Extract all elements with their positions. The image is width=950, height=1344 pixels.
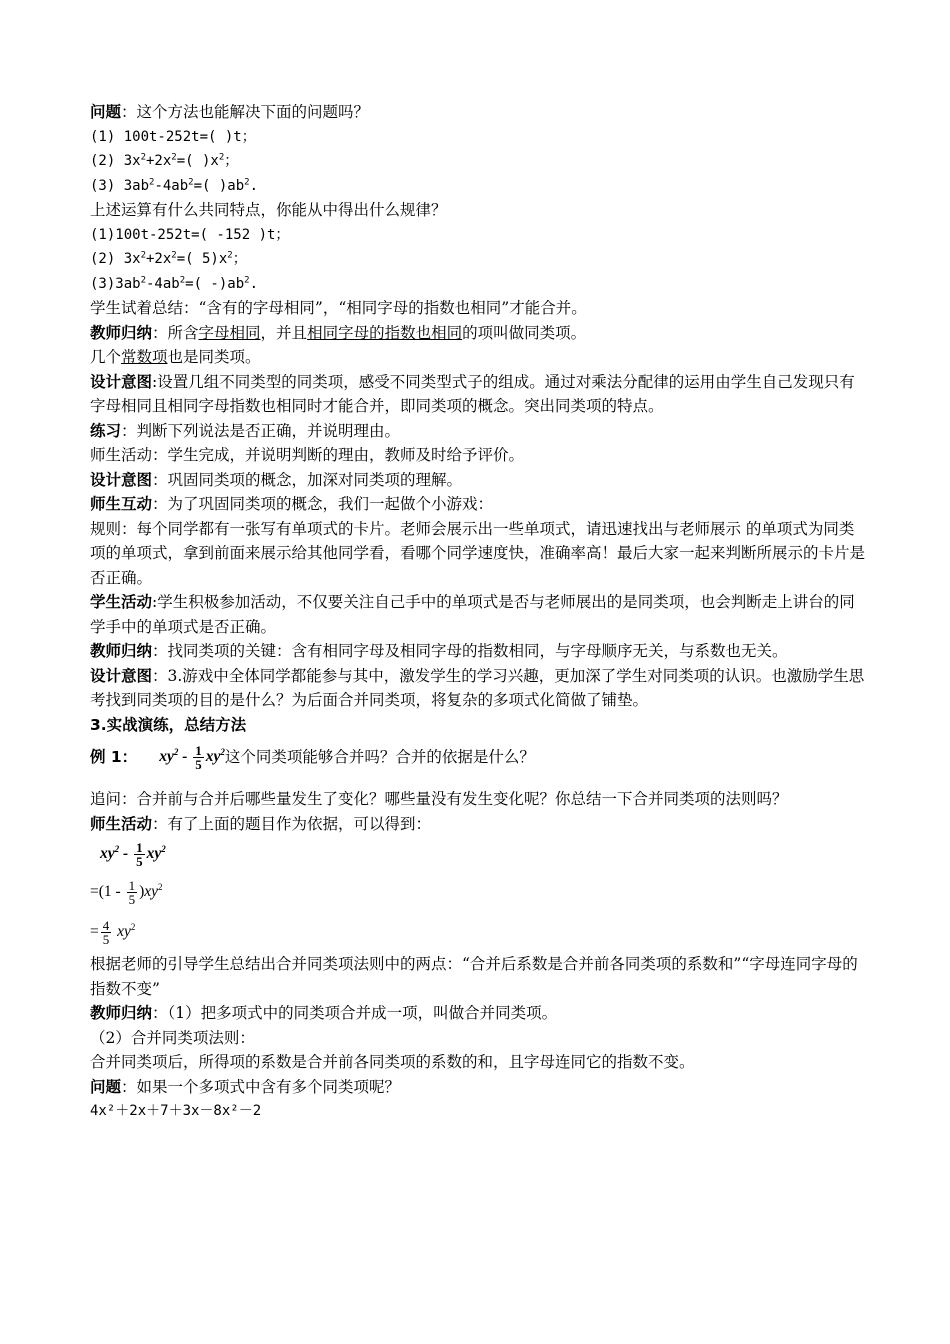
teacher-student-activity-2: 师生活动：有了上面的题目作为依据，可以得到： xyxy=(90,814,432,833)
derivation-step-3: = $\frac{4}{5}$ $xy^2$ xyxy=(90,917,136,947)
game-rule: 规则：每个同学都有一张写有单项式的卡片。老师会展示出一些单项式，请迅速找出与老师展示 的单项式为同类项的单项式，拿到前面来展示给其他同学看，看哪个同学速度快，准确率高！最后大家一起来判断所展示的卡片是否正确。 xyxy=(90,519,866,587)
math-expression: $xy^2$ - $\frac{1}{5}$ $xy^2$ xyxy=(159,742,225,772)
answer-2: (2) $3x^2+2x^2=$( $5)x^2$； xyxy=(90,250,247,267)
answer-3: $(3)3ab^2-4ab^2=$( $-)ab^2$. xyxy=(90,274,259,292)
interaction: 师生互动：为了巩固同类项的概念，我们一起做个小游戏： xyxy=(90,495,494,513)
exercise-1: (1) 100t-252t=( )t； xyxy=(90,128,256,145)
practice: 练习：判断下列说法是否正确，并说明理由。 xyxy=(90,421,401,440)
teacher-student-activity: 师生活动：学生完成，并说明判断的理由，教师及时给予评价。 xyxy=(90,446,525,464)
student-activity: 学生活动:学生积极参加活动，不仅要关注自己手中的单项式是否与老师展出的是同类项，也会判断走上讲台的同学手中的单项式是否正确。 xyxy=(90,593,855,636)
document-page xyxy=(90,100,865,1124)
constant-note: 几个常数项也是同类项。 xyxy=(90,348,261,366)
question-2: 上述运算有什么共同特点，你能从中得出什么规律？ xyxy=(90,201,447,219)
exercise-3: (3) $3ab^2-4ab^2=$( )$ab^2$. xyxy=(90,176,259,194)
design-intent-2: 设计意图：巩固同类项的概念，加深对同类项的理解。 xyxy=(90,470,463,489)
student-summary: 学生试着总结：“含有的字母相同”，“相同字母的指数也相同”才能合并。 xyxy=(90,299,587,317)
answer-1: (1)100t-252t=( -152 )t； xyxy=(90,226,290,243)
rule-summary: 根据老师的引导学生总结出合并同类项法则中的两点：“合并后系数是合并前各同类项的系数和”“字母连同字母的指数不变” xyxy=(90,955,858,998)
rule-heading: （2）合并同类项法则： xyxy=(90,1028,255,1047)
design-intent-1: 设计意图:设置几组不同类型的同类项，感受不同类型式子的组成。通过对乘法分配律的运用由学生自己发现只有字母相同且相同字母指数也相同时才能合并，即同类项的概念。突出同类项的特点。 xyxy=(90,372,855,415)
teacher-summary-3: 教师归纳：（1）把多项式中的同类项合并成一项，叫做合并同类项。 xyxy=(90,1004,558,1022)
teacher-summary-1: 教师归纳：所含字母相同，并且相同字母的指数也相同的项叫做同类项。 xyxy=(90,323,587,342)
follow-up: 追问：合并前与合并后哪些量发生了变化？哪些量没有发生变化呢？你总结一下合并同类项的法则吗？ xyxy=(90,790,788,808)
derivation-step-1: $xy^2$ - $\frac{1}{5}$ $xy^2$ xyxy=(100,839,166,869)
question-label: 问题 xyxy=(90,103,122,121)
exercise-2: (2) $3x^2+2x^2=$( )$x^2$； xyxy=(90,152,239,169)
section-heading: 3.实战演练，总结方法 xyxy=(90,715,247,734)
design-intent-3: 设计意图：3.游戏中全体同学都能参与其中，激发学生的学习兴趣，更加深了学生对同类项的认识。也激励学生思考找到同类项的目的是什么？为后面合并同类项，将复杂的多项式化简做了铺垫。 xyxy=(90,666,865,709)
derivation-step-2: =(1 - $\frac{1}{5}$ )$xy^2$ xyxy=(90,877,163,907)
question-3: 问题：如果一个多项式中含有多个同类项呢？ xyxy=(90,1077,401,1096)
rule-text: 合并同类项后，所得项的系数是合并前各同类项的系数的和，且字母连同它的指数不变。 xyxy=(90,1053,695,1071)
teacher-summary-2: 教师归纳：找同类项的关键：含有相同字母及相同字母的指数相同，与字母顺序无关，与系数也无关。 xyxy=(90,642,788,660)
polynomial: 4x²＋2x＋7＋3x－8x²－2 xyxy=(90,1103,262,1119)
question-line: 问题：这个方法也能解决下面的问题吗？ xyxy=(90,103,370,121)
example-1: 例 1： $xy^2$ - $\frac{1}{5}$ $xy^2$ 这个同类项能够合并吗？合并的依据是什么？ xyxy=(90,742,535,772)
